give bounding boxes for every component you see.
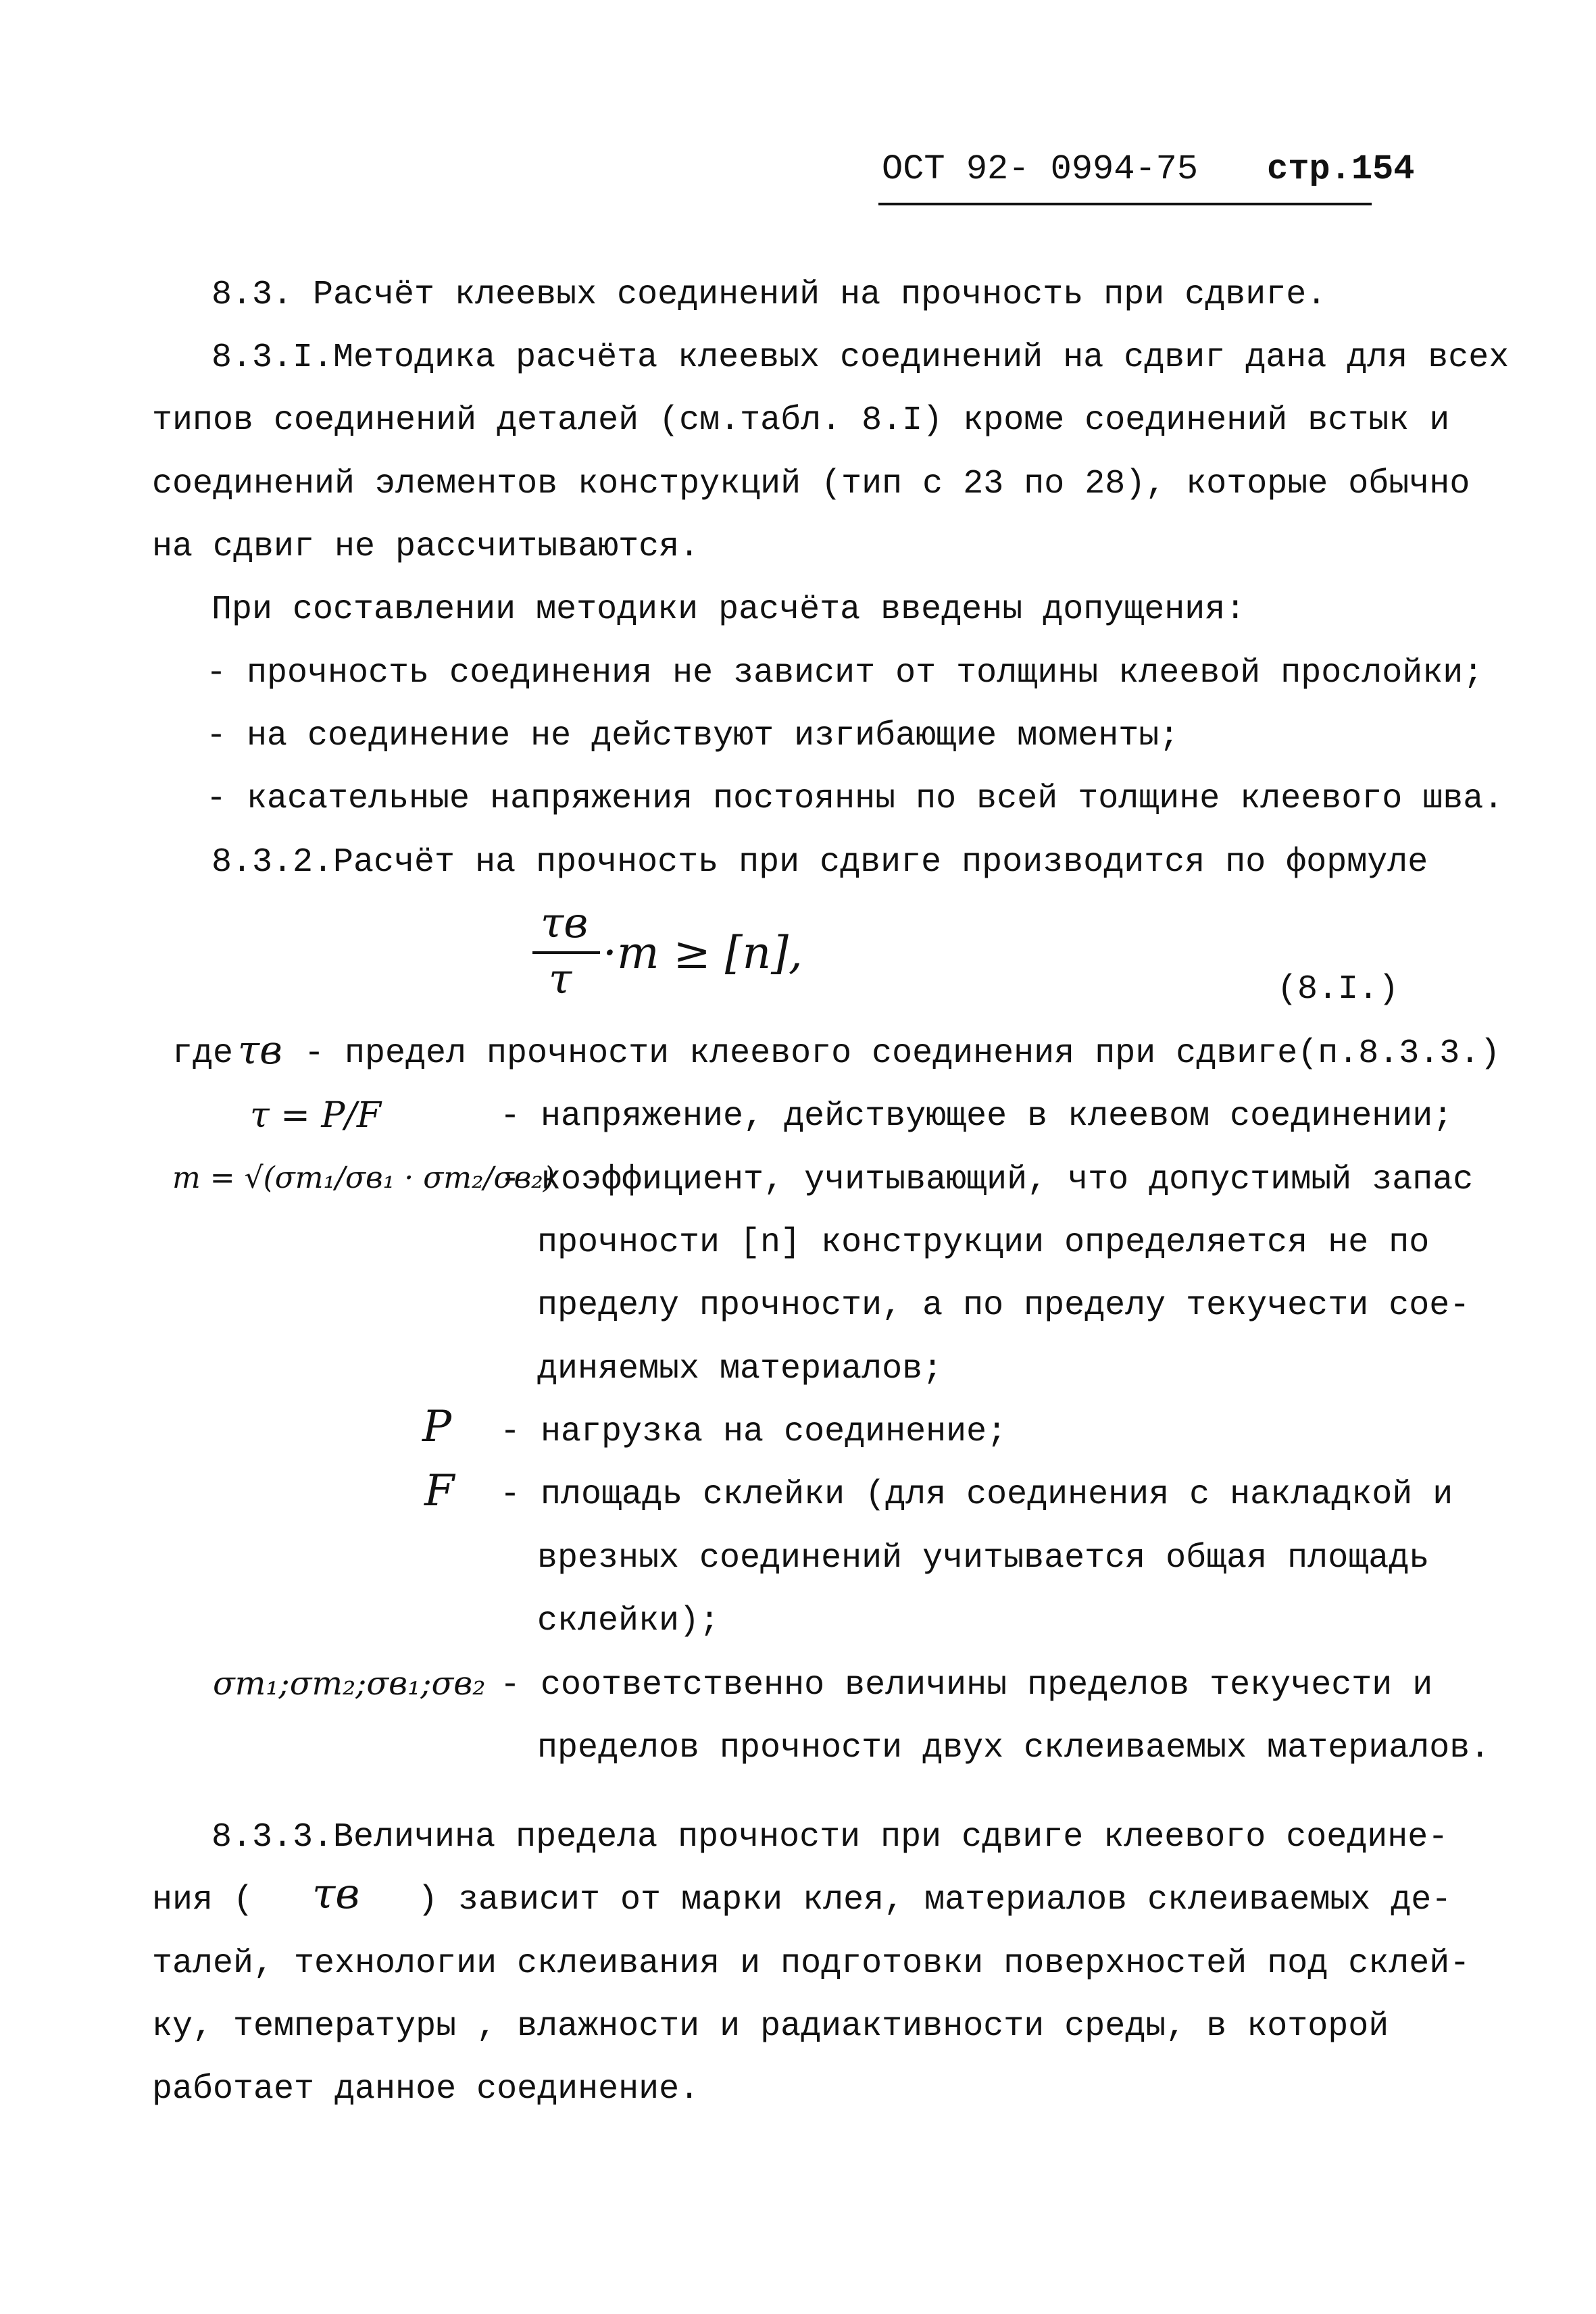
para-8-3-3-line-2b: ) зависит от марки клея, материалов склеиваемых де- [418,1881,1452,1919]
sigma-symbols: σт₁;σт₂;σв₁;σв₂ [213,1665,486,1703]
m-description-line-2: прочности [n] конструкции определяется не по [537,1224,1430,1262]
para-8-3-3-line-4: ку, температуры , влажности и радиактивности среды, в которой [152,2007,1389,2046]
header-underline [878,203,1372,205]
formula-rest: ·m ≥ [n], [603,927,803,979]
where-word: где [172,1034,234,1073]
formula-denominator: τ [549,954,572,1003]
p-symbol: P [422,1402,452,1452]
tau-b-description: - предел прочности клеевого соединения при сдвиге(п.8.3.3.) [304,1034,1501,1073]
para-8-3-1-line-3: соединений элементов конструкций (тип с 23 по 28), которые обычно [152,465,1470,503]
m-description-line-1: - коэффициент, учитывающий, что допустимый запас [500,1161,1474,1199]
para-8-3-3-line-2a: ния ( [152,1881,254,1919]
formula-numerator: τв [541,898,589,947]
para-8-3-1-line-1: 8.3.I.Методика расчёта клеевых соединений на сдвиг дана для всех [211,338,1510,377]
sigma-description-line-2: пределов прочности двух склеиваемых материалов. [537,1729,1491,1767]
section-title: 8.3. Расчёт клеевых соединений на прочность при сдвиге. [211,276,1327,314]
f-description-line-2: врезных соединений учитывается общая площадь [537,1539,1430,1578]
tau-b-inline-symbol: τв [312,1869,360,1918]
sigma-description-line-1: - соответственно величины пределов текучести и [500,1666,1433,1705]
assumption-item: - прочность соединения не зависит от толщины клеевой прослойки; [206,654,1484,693]
f-symbol: F [424,1466,455,1516]
f-description-line-1: - площадь склейки (для соединения с накладкой и [500,1476,1453,1514]
m-description-line-3: пределу прочности, а по пределу текучести сое- [537,1286,1470,1325]
tau-formula: τ = P/F [250,1095,381,1136]
para-8-3-2-line-1: 8.3.2.Расчёт на прочность при сдвиге производится по формуле [211,843,1428,882]
para-8-3-3-line-3: талей, технологии склеивания и подготовки поверхностей под склей- [152,1944,1470,1983]
m-formula: m = √(σт₁/σв₁ · σт₂/σв₂) [172,1161,555,1195]
tau-b-symbol: τв [238,1027,282,1073]
para-8-3-1-line-4: на сдвиг не рассчитываются. [152,528,700,566]
assumptions-intro: При составлении методики расчёта введены допущения: [211,590,1246,629]
f-description-line-3: склейки); [537,1602,720,1640]
para-8-3-3-line-1: 8.3.3.Величина предела прочности при сдвиге клеевого соедине- [211,1818,1449,1857]
page-number: стр.154 [1267,149,1415,189]
formula-number: (8.I.) [1277,970,1399,1009]
para-8-3-3-line-5: работает данное соединение. [152,2070,700,2109]
tau-description: - напряжение, действующее в клеевом соединении; [500,1097,1453,1136]
m-description-line-4: диняемых материалов; [537,1350,943,1388]
para-8-3-1-line-2: типов соединений деталей (см.табл. 8.I) кроме соединений встык и [152,401,1450,440]
p-description: - нагрузка на соединение; [500,1413,1007,1451]
doc-code: ОСТ 92- 0994-75 [882,149,1199,189]
assumption-item: - на соединение не действуют изгибающие моменты; [206,717,1180,755]
assumption-item: - касательные напряжения постоянны по всей толщине клеевого шва. [206,780,1504,818]
